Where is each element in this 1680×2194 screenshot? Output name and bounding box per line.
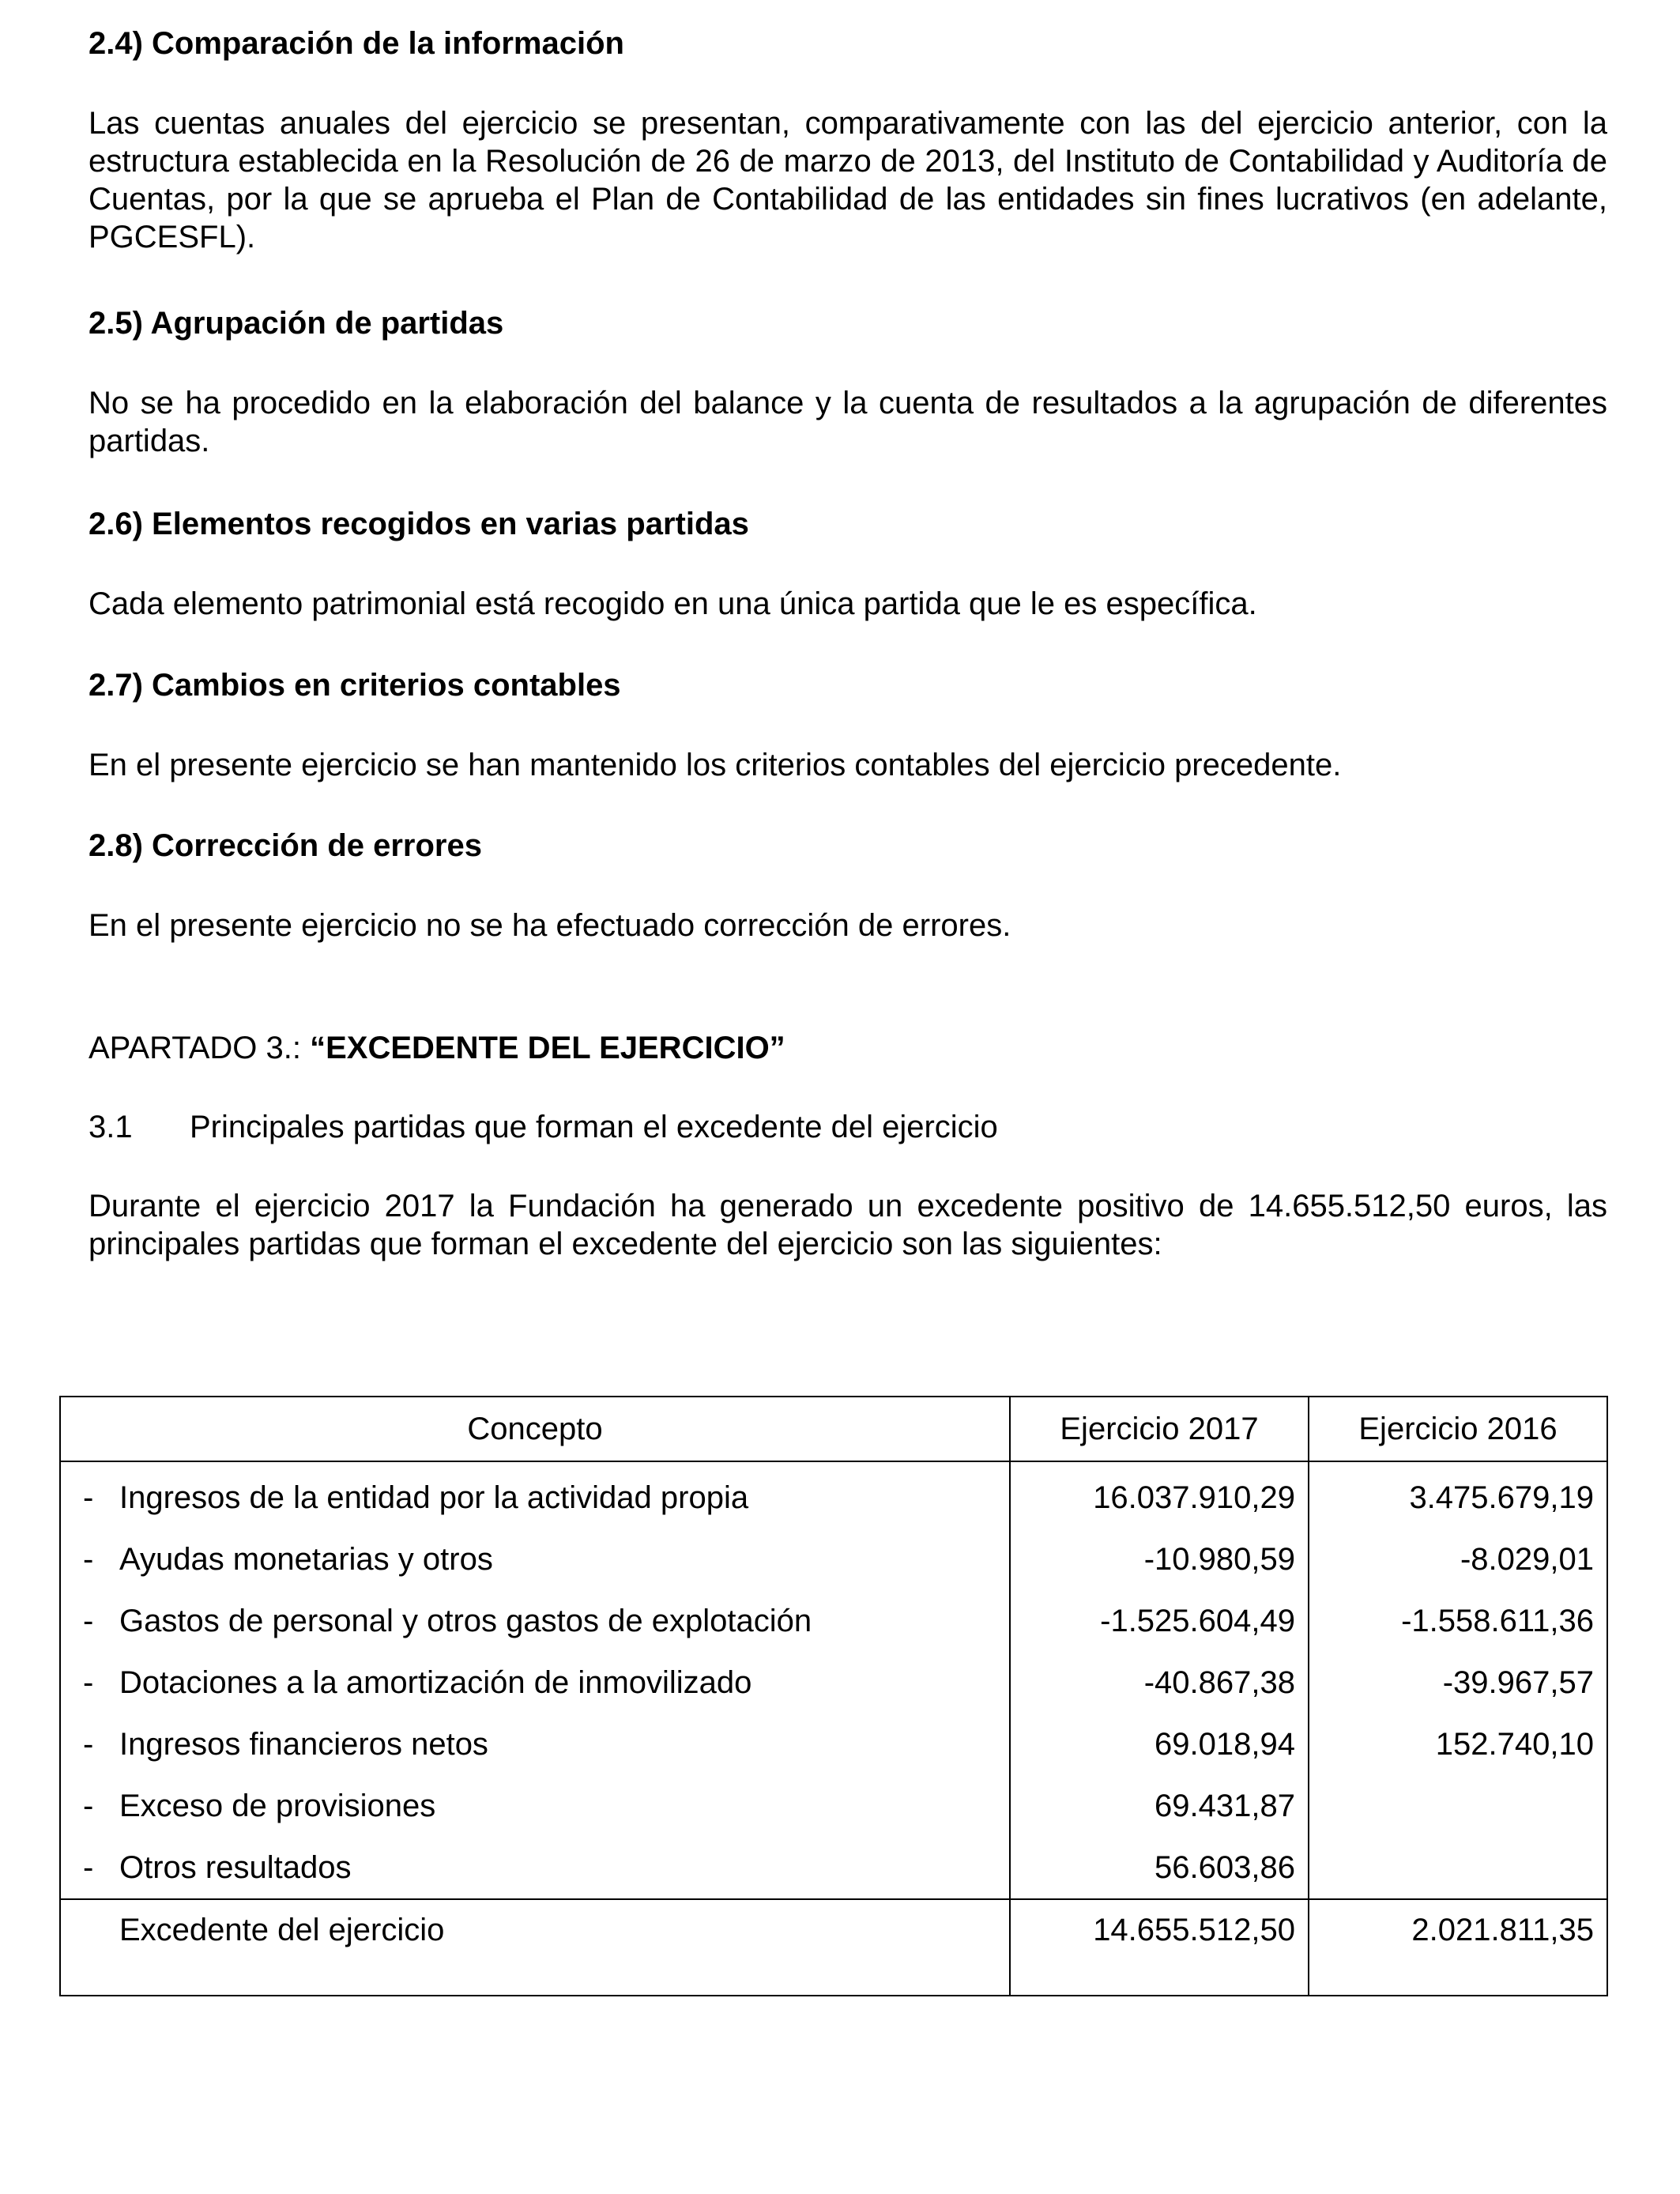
row-concept	[60, 1529, 1010, 1590]
paragraph-3-1: Durante el ejercicio 2017 la Fundación ha generado un excedente positivo de 14.655.512,50 euros, las principales partidas que forman el excedente del ejercicio son las siguientes:	[89, 1189, 1607, 1261]
row-concept-label: Ingresos de la entidad por la actividad propia	[119, 1480, 749, 1515]
apartado-3-prefix: APARTADO 3.:	[89, 1031, 311, 1065]
row-concept	[60, 1837, 1010, 1899]
row-dash: -	[83, 1603, 94, 1638]
row-concept-label: Gastos de personal y otros gastos de explotación	[119, 1603, 812, 1638]
heading-2-4: 2.4) Comparación de la información	[89, 26, 624, 61]
row-value-2017: 69.018,94	[1010, 1713, 1309, 1775]
header-concepto: Concepto	[60, 1397, 1010, 1461]
subsection-3-1-title: Principales partidas que forman el excedente del ejercicio	[190, 1110, 998, 1144]
heading-2-7: 2.7) Cambios en criterios contables	[89, 668, 621, 703]
row-dash: -	[83, 1664, 94, 1700]
total-concept: Excedente del ejercicio	[60, 1899, 1010, 1996]
heading-2-8: 2.8) Corrección de errores	[89, 828, 482, 863]
table-row	[60, 1837, 1607, 1899]
row-value-2016	[1309, 1837, 1607, 1899]
row-concept	[60, 1713, 1010, 1775]
apartado-3-title: “EXCEDENTE DEL EJERCICIO”	[310, 1031, 785, 1065]
row-value-2016: 3.475.679,19	[1309, 1461, 1607, 1529]
row-value-2016: -8.029,01	[1309, 1529, 1607, 1590]
row-concept-label: Dotaciones a la amortización de inmovilizado	[119, 1664, 752, 1700]
subsection-3-1-number: 3.1	[89, 1110, 133, 1144]
header-ejercicio-2016: Ejercicio 2016	[1309, 1397, 1607, 1461]
table-row	[60, 1652, 1607, 1713]
row-value-2016	[1309, 1775, 1607, 1837]
row-value-2017: 56.603,86	[1010, 1837, 1309, 1899]
row-concept-label: Otros resultados	[119, 1849, 352, 1885]
row-value-2016: 152.740,10	[1309, 1713, 1607, 1775]
row-concept	[60, 1775, 1010, 1837]
row-dash: -	[83, 1726, 94, 1762]
row-dash: -	[83, 1480, 94, 1515]
paragraph-2-6: Cada elemento patrimonial está recogido en una única partida que le es específica.	[89, 586, 1257, 621]
header-ejercicio-2017: Ejercicio 2017	[1010, 1397, 1309, 1461]
paragraph-2-4: Las cuentas anuales del ejercicio se presentan, comparativamente con las del ejercicio anterior, con la estructura establecida en la Resolución de 26 de marzo de 2013, del Instituto de Contabilidad y Auditoría de Cuentas, por la que se aprueba el Plan de Contabilidad de las entidades sin fines lucrativos (en adelante, PGCESFL).	[89, 106, 1607, 254]
heading-2-6: 2.6) Elementos recogidos en varias partidas	[89, 507, 749, 541]
total-value-2016: 2.021.811,35	[1309, 1899, 1607, 1996]
row-concept-label: Ayudas monetarias y otros	[119, 1541, 493, 1577]
paragraph-2-7: En el presente ejercicio se han mantenido los criterios contables del ejercicio precedente.	[89, 748, 1342, 782]
row-value-2017: 69.431,87	[1010, 1775, 1309, 1837]
subsection-3-1	[89, 1108, 1607, 1146]
row-dash: -	[83, 1849, 94, 1885]
table-row	[60, 1461, 1607, 1529]
row-dash: -	[83, 1541, 94, 1577]
paragraph-2-5: No se ha procedido en la elaboración del balance y la cuenta de resultados a la agrupación de diferentes partidas.	[89, 386, 1607, 458]
table-header-row	[60, 1397, 1607, 1461]
table-row	[60, 1529, 1607, 1590]
row-value-2017: -40.867,38	[1010, 1652, 1309, 1713]
row-concept-label: Exceso de provisiones	[119, 1788, 436, 1823]
apartado-3-heading	[89, 1029, 1607, 1067]
row-concept	[60, 1590, 1010, 1652]
row-dash: -	[83, 1788, 94, 1823]
row-concept	[60, 1461, 1010, 1529]
total-row	[60, 1899, 1607, 1996]
row-value-2016: -1.558.611,36	[1309, 1590, 1607, 1652]
row-concept	[60, 1652, 1010, 1713]
row-value-2016: -39.967,57	[1309, 1652, 1607, 1713]
excedente-table	[59, 1396, 1608, 1996]
table-row	[60, 1713, 1607, 1775]
total-value-2017: 14.655.512,50	[1010, 1899, 1309, 1996]
row-value-2017: -1.525.604,49	[1010, 1590, 1309, 1652]
paragraph-2-8: En el presente ejercicio no se ha efectuado corrección de errores.	[89, 908, 1011, 943]
table-row	[60, 1590, 1607, 1652]
row-value-2017: 16.037.910,29	[1010, 1461, 1309, 1529]
table-row	[60, 1775, 1607, 1837]
heading-2-5: 2.5) Agrupación de partidas	[89, 306, 504, 341]
row-concept-label: Ingresos financieros netos	[119, 1726, 488, 1762]
row-value-2017: -10.980,59	[1010, 1529, 1309, 1590]
